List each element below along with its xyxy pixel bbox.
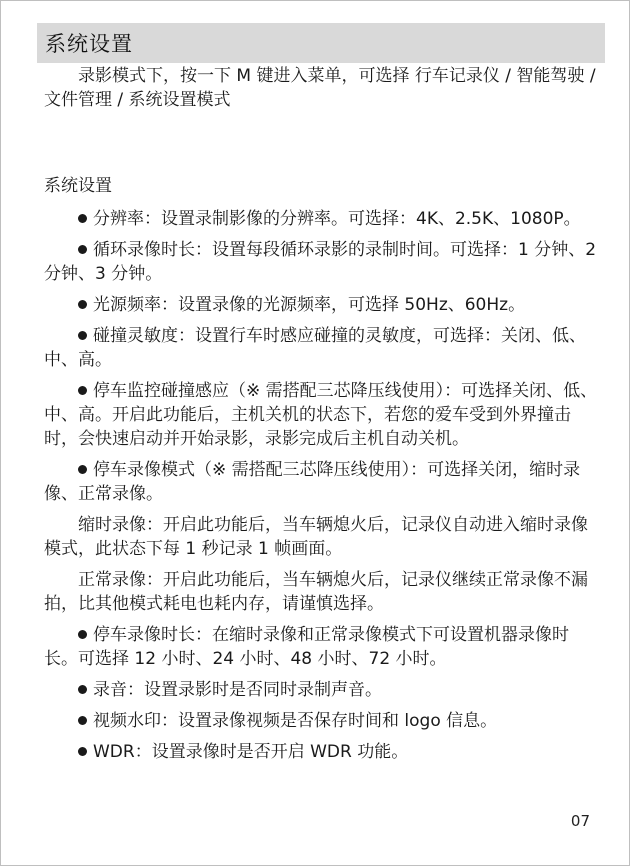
item-light-frequency: 光源频率：设置录像的光源频率，可选择 50Hz、60Hz。 xyxy=(44,293,599,317)
bullet-icon xyxy=(78,465,87,474)
content xyxy=(44,64,599,764)
item-audio: 录音：设置录影时是否同时录制声音。 xyxy=(44,678,599,702)
bullet-icon xyxy=(78,630,87,639)
bullet-icon xyxy=(78,716,87,725)
item-parking-collision: 停车监控碰撞感应（※ 需搭配三芯降压线使用）：可选择关闭、低、中、高。开启此功能后，主机关机的状态下，若您的爱车受到外界撞击时，会快速启动并开始录影，录影完成后主机自动关机。 xyxy=(44,381,598,449)
bullet-icon xyxy=(78,331,87,340)
bullet-icon xyxy=(78,300,87,309)
bullet-icon xyxy=(78,747,87,756)
bullet-icon xyxy=(78,214,87,223)
item-loop-duration: 循环录像时长：设置每段循环录影的录制时间。可选择：1 分钟、2 分钟、3 分钟。 xyxy=(44,240,597,284)
page-title: 系统设置 xyxy=(45,32,133,56)
bullet-icon xyxy=(78,386,87,395)
bullet-icon xyxy=(78,685,87,694)
item-wdr: WDR：设置录像时是否开启 WDR 功能。 xyxy=(44,740,599,764)
page-number: 07 xyxy=(570,812,590,830)
title-bar xyxy=(37,23,605,63)
item-collision-sensitivity: 碰撞灵敏度：设置行车时感应碰撞的灵敏度，可选择：关闭、低、中、高。 xyxy=(44,326,586,370)
item-timelapse: 缩时录像：开启此功能后，当车辆熄火后，记录仪自动进入缩时录像模式，此状态下每 1 秒记录 1 帧画面。 xyxy=(44,515,588,559)
item-resolution: 分辨率：设置录制影像的分辨率。可选择：4K、2.5K、1080P。 xyxy=(44,207,599,231)
item-parking-record-mode: 停车录像模式（※ 需搭配三芯降压线使用）：可选择关闭，缩时录像、正常录像。 xyxy=(44,460,581,504)
intro-paragraph: 录影模式下，按一下 M 键进入菜单，可选择 行车记录仪 / 智能驾驶 / 文件管理 / 系统设置模式 xyxy=(44,66,596,110)
bullet-icon xyxy=(78,245,87,254)
item-parking-record-duration: 停车录像时长：在缩时录像和正常录像模式下可设置机器录像时长。可选择 12 小时、24 小时、48 小时、72 小时。 xyxy=(44,625,569,669)
item-watermark: 视频水印：设置录像视频是否保存时间和 logo 信息。 xyxy=(44,709,599,733)
section-heading: 系统设置 xyxy=(44,176,112,196)
item-normal-record: 正常录像：开启此功能后，当车辆熄火后，记录仪继续正常录像不漏拍，比其他模式耗电也耗内存，请谨慎选择。 xyxy=(44,570,588,614)
